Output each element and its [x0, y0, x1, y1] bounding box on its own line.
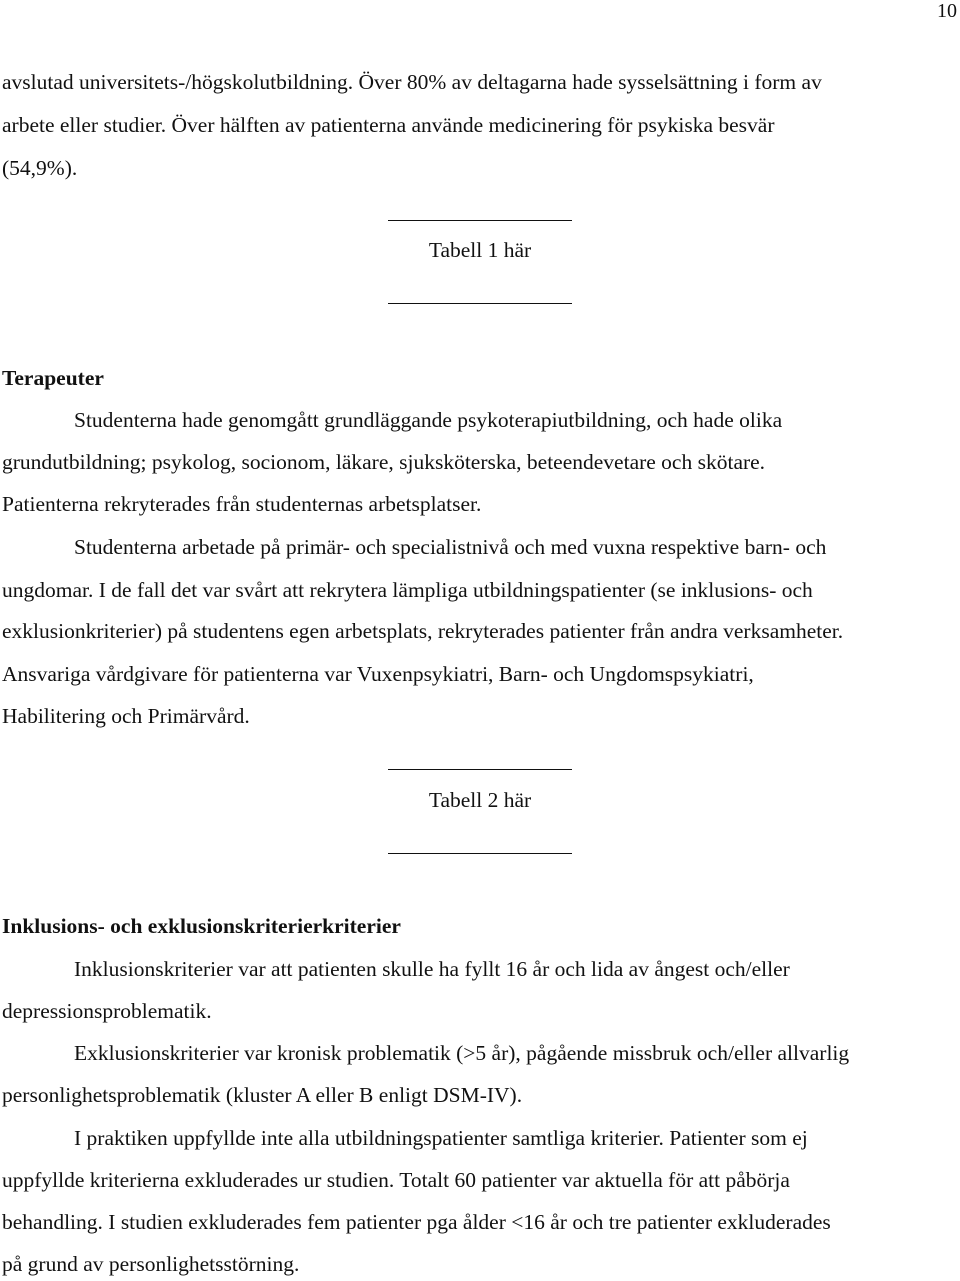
text-line: Inklusionskriterier var att patienten skulle ha fyllt 16 år och lida av ångest och/eller: [74, 957, 790, 981]
text-line: behandling. I studien exkluderades fem patienter pga ålder <16 år och tre patienter exkluderades: [2, 1210, 831, 1234]
text-line: depressionsproblematik.: [2, 999, 212, 1023]
divider: [388, 853, 572, 854]
text-line: avslutad universitets-/högskolutbildning. Över 80% av deltagarna hade sysselsättning i form av: [2, 70, 822, 94]
divider: [388, 303, 572, 304]
text-line: I praktiken uppfyllde inte alla utbildningspatienter samtliga kriterier. Patienter som ej: [74, 1126, 808, 1150]
text-line: exklusionkriterier) på studentens egen arbetsplats, rekryterades patienter från andra verksamheter.: [2, 619, 844, 643]
text-line: arbete eller studier. Över hälften av patienterna använde medicinering för psykiska besvär: [2, 113, 775, 137]
text-line: Ansvariga vårdgivare för patienterna var Vuxenpsykiatri, Barn- och Ungdomspsykiatri,: [2, 662, 754, 686]
text-line: uppfyllde kriterierna exkluderades ur studien. Totalt 60 patienter var aktuella för att påbörja: [2, 1168, 790, 1192]
text-line: Habilitering och Primärvård.: [2, 704, 250, 728]
text-line: Studenterna hade genomgått grundläggande psykoterapiutbildning, och hade olika: [74, 408, 783, 432]
text-line: (54,9%).: [2, 156, 78, 180]
text-line: ungdomar. I de fall det var svårt att rekrytera lämpliga utbildningspatienter (se inklusions- och: [2, 578, 813, 602]
text-line: på grund av personlighetsstörning.: [2, 1252, 300, 1276]
text-line: grundutbildning; psykolog, socionom, läkare, sjuksköterska, beteendevetare och skötare.: [2, 450, 766, 474]
section-heading: Inklusions- och exklusionskriterierkriterier: [2, 914, 401, 938]
divider: [388, 769, 572, 770]
text-line: Studenterna arbetade på primär- och specialistnivå och med vuxna respektive barn- och: [74, 535, 827, 559]
text-line: personlighetsproblematik (kluster A eller B enligt DSM-IV).: [2, 1083, 523, 1107]
page-number: 10: [937, 0, 957, 22]
table-ref-label: Tabell 1 här: [428, 238, 532, 262]
divider: [388, 220, 572, 221]
table-ref-label: Tabell 2 här: [428, 788, 532, 812]
text-line: Exklusionskriterier var kronisk problematik (>5 år), pågående missbruk och/eller allvarlig: [74, 1041, 850, 1065]
text-line: Patienterna rekryterades från studenternas arbetsplatser.: [2, 492, 482, 516]
section-heading: Terapeuter: [2, 366, 104, 390]
